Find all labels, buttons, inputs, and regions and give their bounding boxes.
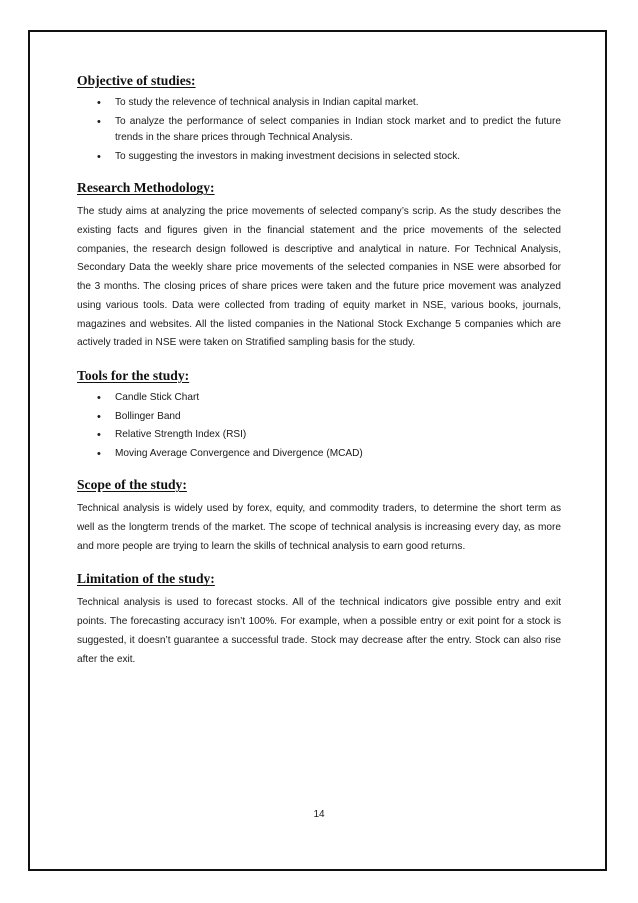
section-scope: [77, 474, 561, 556]
scope-paragraph: Technical analysis is widely used by forex, equity, and commodity traders, to determine the short term as well as the longterm trends of the market. The scope of technical analysis is increasing every day, as more and more people are trying to learn the skills of technical analysis to earn good returns.: [77, 503, 561, 552]
list-item: • To analyze the performance of select companies in Indian stock market and to predict the future trends in the share prices through Technical Analysis.: [77, 114, 561, 147]
heading-scope: Scope of the study:: [77, 477, 187, 493]
heading-objective: Objective of studies:: [77, 73, 196, 88]
section-limitation: [77, 568, 561, 669]
list-item: • To study the relevence of technical analysis in Indian capital market.: [77, 95, 561, 112]
page-number: 14: [313, 809, 325, 820]
document-body: [77, 70, 561, 669]
section-tools: [77, 365, 561, 462]
list-item: • Candle Stick Chart: [77, 390, 561, 407]
section-methodology: [77, 177, 561, 353]
methodology-paragraph: The study aims at analyzing the price movements of selected company’s scrip. As the study describes the existing facts and figures given in the financial statement and the price movements of the selected companies, the research design followed is descriptive and analytical in nature. For Technical Analysis, Secondary Data the weekly share price movements of the selected companies in NSE were absorbed for the 3 months. The closing prices of share prices were taken and the future price movement was analyzed using various tools. Data were collected from trading of equity market in NSE, various books, journals, magazines and websites. All the listed companies in the National Stock Exchange 5 companies which are actively traded in NSE were taken on Stratified sampling basis for the study.: [77, 206, 561, 349]
list-item: • Relative Strength Index (RSI): [77, 427, 561, 444]
list-item: • To suggesting the investors in making investment decisions in selected stock.: [77, 149, 561, 166]
list-item: • Moving Average Convergence and Divergence (MCAD): [77, 446, 561, 463]
tools-list: [77, 390, 561, 462]
list-item: • Bollinger Band: [77, 409, 561, 426]
limitation-paragraph: Technical analysis is used to forecast stocks. All of the technical indicators give possible entry and exit points. The forecasting accuracy isn’t 100%. For example, when a possible entry or exit point for a stock is suggested, it doesn’t guarantee a successful trade. Stock may decrease after the entry. Stock can also rise after the exit.: [77, 597, 561, 665]
section-objective: [77, 70, 561, 165]
heading-methodology: Research Methodology:: [77, 180, 215, 196]
heading-tools: Tools for the study:: [77, 368, 190, 383]
objective-list: [77, 95, 561, 165]
heading-limitation: Limitation of the study:: [77, 571, 215, 587]
